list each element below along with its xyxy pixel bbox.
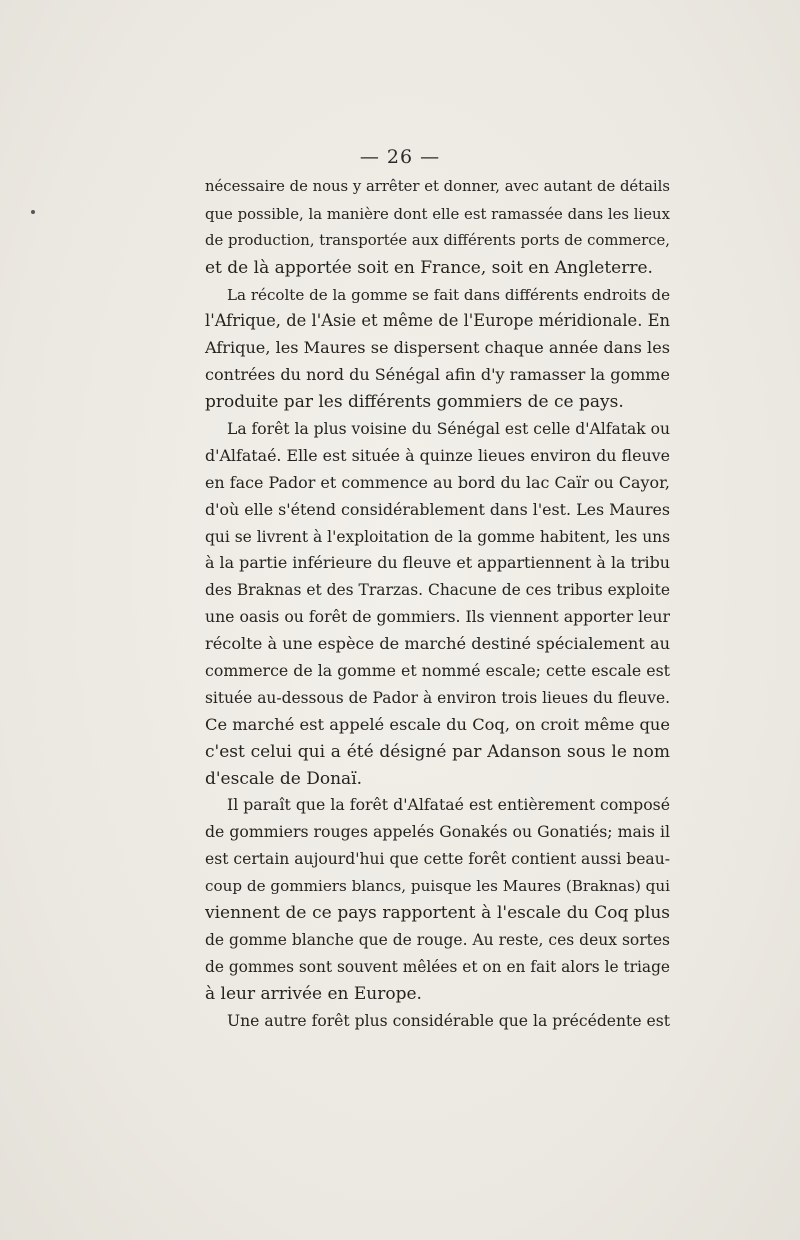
text-line: qui se livrent à l'exploitation de la gomme habitent, les uns	[205, 527, 671, 546]
text-line: Ce marché est appelé escale du Coq, on croit même que	[205, 714, 670, 734]
text-line: d'Alfataé. Elle est située à quinze lieues environ du fleuve	[205, 445, 670, 465]
text-line: La forêt la plus voisine du Sénégal est celle d'Alfatak ou	[227, 420, 670, 439]
text-line: de gommes sont souvent mêlées et on en fait alors le triage	[205, 957, 670, 976]
text-line: des Braknas et des Trarzas. Chacune de ces tribus exploite	[205, 581, 670, 600]
text-line: que possible, la manière dont elle est ramassée dans les lieux	[205, 204, 670, 223]
text-line: située au-dessous de Pador à environ trois lieues du fleuve.	[205, 688, 670, 707]
text-line: coup de gommiers blancs, puisque les Maures (Braknas) qui	[205, 877, 670, 896]
text-line: une oasis ou forêt de gommiers. Ils viennent apporter leur	[205, 607, 670, 627]
text-line: Afrique, les Maures se dispersent chaque année dans les	[205, 338, 670, 358]
text-line: l'Afrique, de l'Asie et même de l'Europe méridionale. En	[205, 311, 670, 331]
text-line: et de là apportée soit en France, soit en Angleterre.	[205, 257, 653, 278]
text-line: produite par les différents gommiers de ce pays.	[205, 392, 624, 413]
text-line: récolte à une espèce de marché destiné spécialement au	[205, 634, 670, 654]
text-line: de gomme blanche que de rouge. Au reste, ces deux sortes	[205, 930, 670, 949]
text-line: Une autre forêt plus considérable que la précédente est	[227, 1011, 670, 1030]
text-line: est certain aujourd'hui que cette forêt contient aussi beau-	[205, 850, 670, 869]
text-line: viennent de ce pays rapportent à l'escale du Coq plus	[205, 903, 670, 924]
page-number-header: — 26 —	[359, 146, 441, 168]
text-line: à leur arrivée en Europe.	[205, 983, 422, 1004]
body-text	[205, 174, 670, 1035]
text-line: contrées du nord du Sénégal afin d'y ramasser la gomme	[205, 365, 670, 385]
text-line: commerce de la gomme et nommé escale; cette escale est	[205, 661, 670, 681]
text-line: c'est celui qui a été désigné par Adanson sous le nom	[205, 741, 670, 762]
text-line: Il paraît que la forêt d'Alfataé est entièrement composé	[227, 795, 670, 815]
text-line: de gommiers rouges appelés Gonakés ou Gonatiés; mais il	[205, 822, 670, 842]
text-line: d'où elle s'étend considérablement dans l'est. Les Maures	[205, 499, 671, 519]
text-line: de production, transportée aux différents ports de commerce,	[205, 231, 670, 249]
text-line: à la partie inférieure du fleuve et appartiennent à la tribu	[205, 553, 670, 573]
margin-speck	[31, 210, 35, 214]
text-line: d'escale de Donaï.	[205, 768, 363, 789]
text-line: La récolte de la gomme se fait dans différents endroits de	[227, 285, 670, 304]
text-line: nécessaire de nous y arrêter et donner, avec autant de détails	[205, 178, 670, 195]
text-line: en face Pador et commence au bord du lac Caïr ou Cayor,	[205, 472, 670, 492]
